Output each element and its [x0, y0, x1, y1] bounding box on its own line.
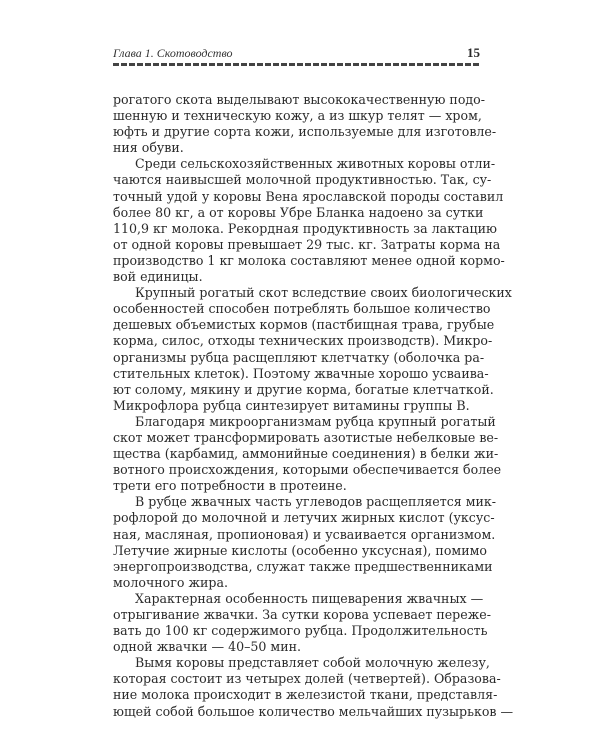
text-line: Крупный рогатый скот вследствие своих биологических: [135, 285, 512, 301]
text-line: щества (карбамид, аммонийные соединения) в белки жи-: [113, 446, 499, 462]
text-line: Характерная особенность пищеварения жвачных —: [135, 590, 484, 606]
text-line: рогатого скота выделывают высококачественную подо-: [113, 92, 486, 107]
text-line: юфть и другие сорта кожи, используемые для изготовле-: [113, 124, 497, 140]
text-line: отрыгивание жвачки. За сутки корова успевает переже-: [113, 607, 491, 622]
text-line: особенностей способен потреблять большое количество: [113, 301, 491, 317]
text-line: трети его потребности в протеине.: [113, 478, 347, 494]
text-line: точный удой у коровы Вена ярославской породы составил: [113, 188, 504, 204]
text-line: В рубце жвачных часть углеводов расщепляется мик-: [135, 494, 497, 510]
page-number: 15: [467, 45, 480, 60]
paragraph: [113, 494, 497, 591]
paragraph: [113, 413, 502, 494]
running-header: [113, 46, 480, 62]
text-line: одной жвачки — 40–50 мин.: [113, 639, 302, 655]
text-line: стительных клеток). Поэтому жвачные хорошо усваива-: [113, 365, 489, 381]
paragraph: [113, 156, 505, 285]
text-line: производство 1 кг молока составляют менее одной кормо-: [113, 252, 505, 268]
text-line: ние молока происходит в железистой ткани, представля-: [113, 687, 498, 703]
text-line: ют солому, мякину и другие корма, богатые клетчаткой.: [113, 381, 494, 397]
text-line: вотного происхождения, которыми обеспечивается более: [113, 462, 502, 478]
text-line: шенную и техническую кожу, а из шкур телят — хром,: [113, 108, 482, 124]
header-divider: [113, 63, 480, 66]
text-line: 110,9 кг молока. Рекордная продуктивность за лактацию: [113, 220, 497, 236]
text-line: ная, масляная, пропионовая) и усваивается организмом.: [113, 526, 496, 542]
chapter-title: Глава 1. Скотоводство: [113, 46, 233, 60]
text-line: организмы рубца расщепляют клетчатку (оболочка ра-: [113, 349, 485, 365]
text-line: рофлорой до молочной и летучих жирных кислот (уксус-: [113, 510, 495, 526]
paragraph: [113, 285, 512, 414]
text-line: Благодаря микроорганизмам рубца крупный рогатый: [135, 413, 496, 429]
text-line: ющей собой большое количество мельчайших пузырьков —: [113, 703, 514, 719]
text-line: скот может трансформировать азотистые небелковые ве-: [113, 429, 499, 445]
text-line: Вымя коровы представляет собой молочную железу,: [135, 655, 490, 671]
text-line: более 80 кг, а от коровы Убре Бланка надоено за сутки: [113, 204, 484, 220]
paragraph: [113, 590, 491, 655]
text-line: Летучие жирные кислоты (особенно уксусная), помимо: [113, 542, 487, 558]
text-line: Среди сельскохозяйственных животных коровы отли-: [135, 156, 496, 172]
text-line: энергопроизводства, служат также предшественниками: [113, 558, 493, 574]
text-line: дешевых объемистых кормов (пастбищная трава, грубые: [113, 317, 495, 333]
text-line: чаются наивысшей молочной продуктивностью. Так, су-: [113, 172, 492, 188]
paragraph: [113, 655, 514, 719]
text-line: Микрофлора рубца синтезирует витамины группы В.: [113, 397, 470, 413]
text-line: которая состоит из четырех долей (четвертей). Образова-: [113, 671, 501, 687]
paragraph: [113, 92, 497, 156]
text-line: ния обуви.: [113, 140, 184, 156]
text-line: молочного жира.: [113, 574, 228, 590]
text-line: вой единицы.: [113, 269, 203, 285]
body-text: [113, 92, 514, 720]
text-line: от одной коровы превышает 29 тыс. кг. Затраты корма на: [113, 236, 501, 252]
text-line: корма, силос, отходы технических производств). Микро-: [113, 333, 493, 349]
text-line: вать до 100 кг содержимого рубца. Продолжительность: [113, 623, 488, 639]
